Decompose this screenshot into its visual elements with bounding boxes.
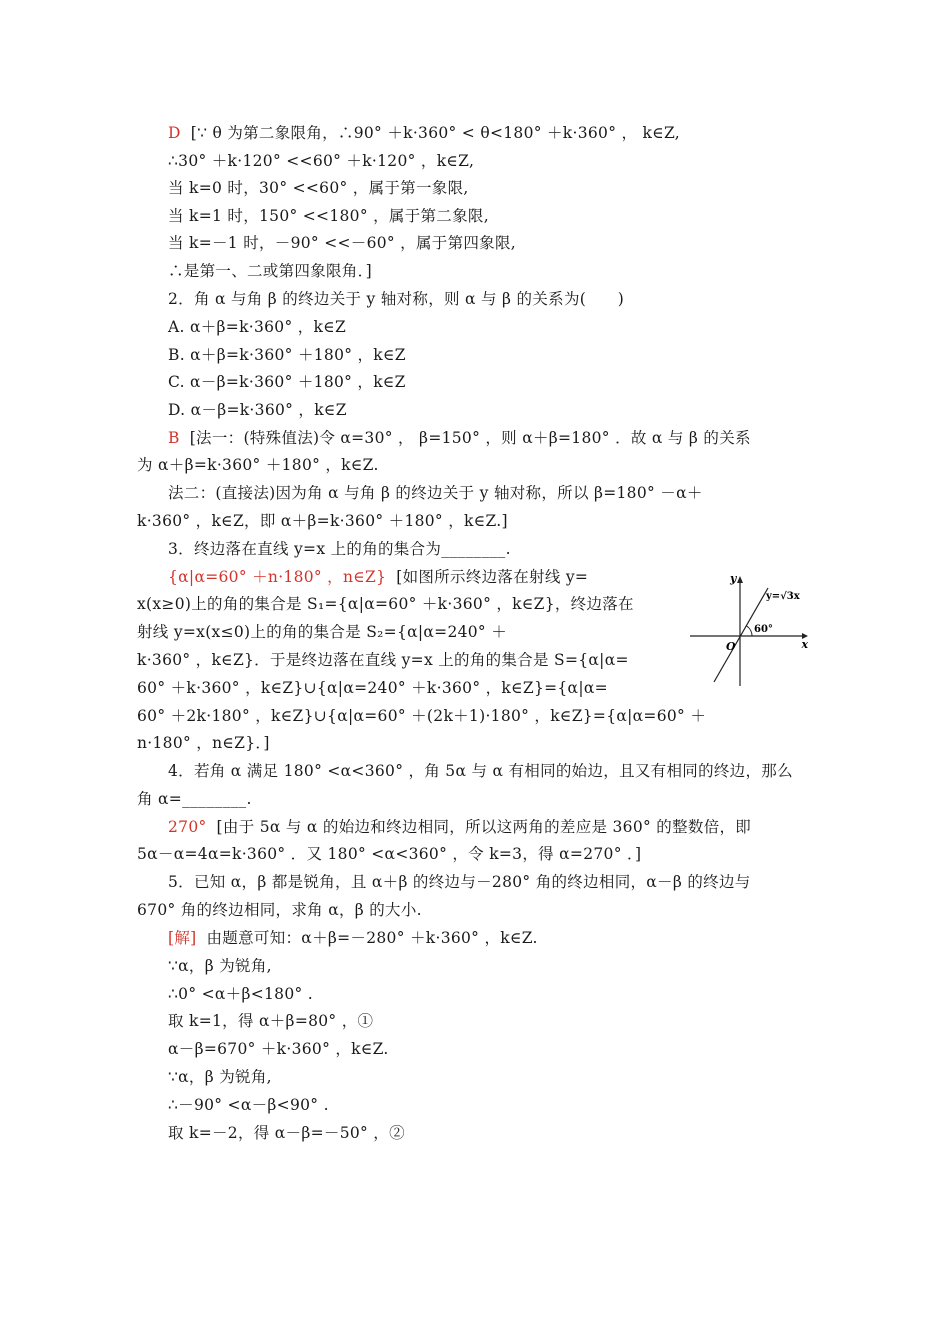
line-label: y=√3x xyxy=(766,591,800,602)
line-text: k·360° ，k∈Z}．于是终边落在直线 y=x 上的角的集合是 S={α|α= xyxy=(137,651,629,669)
line-text: 670° 角的终边相同，求角 α，β 的大小. xyxy=(137,901,422,919)
text-line xyxy=(168,205,489,227)
line-text: n·180° ，n∈Z}．] xyxy=(137,734,270,752)
line-y-sqrt3x xyxy=(714,588,768,682)
line-text: ∴－90° <α－β<90° . xyxy=(168,1096,329,1114)
text-line xyxy=(168,538,511,560)
text-line xyxy=(168,816,751,838)
line-text: 当 k=1 时，150° <<180° ，属于第二象限, xyxy=(168,207,489,225)
line-text: 4．若角 α 满足 180° <α<360° ，角 5α 与 α 有相同的始边，且又有相同的终边，那么 xyxy=(168,762,793,780)
text-line xyxy=(168,1038,389,1060)
text-line xyxy=(168,955,272,977)
y-axis-arrow xyxy=(737,576,743,583)
text-line xyxy=(168,177,469,199)
text-line xyxy=(168,427,751,449)
line-text: ∵α，β 为锐角, xyxy=(168,957,272,975)
line-text: ∴30° ＋k·120° <<60° ＋k·120° ，k∈Z, xyxy=(168,152,475,170)
answer-label: B xyxy=(168,429,180,447)
line-text: ∴0° <α＋β<180° . xyxy=(168,985,313,1003)
line-text: 法二：(直接法)因为角 α 与角 β 的终边关于 y 轴对称，所以 β=180° －α＋ xyxy=(168,484,703,502)
line-text: 射线 y=x(x≤0)上的角的集合是 S₂={α|α=240° ＋ xyxy=(137,623,508,641)
text-line xyxy=(137,593,634,615)
text-line xyxy=(137,510,508,532)
text-line xyxy=(168,760,793,782)
ray-diagram-svg xyxy=(686,570,810,688)
text-line xyxy=(137,649,629,671)
text-line xyxy=(168,288,624,310)
answer-label: D xyxy=(168,124,181,142)
answer-label: {α|α=60° ＋n·180° ，n∈Z} xyxy=(168,568,387,586)
line-text: [∵ θ 为第二象限角，∴90° ＋k·360° < θ<180° ＋k·360° ， k∈Z, xyxy=(190,124,681,142)
line-text: A. α＋β=k·360° ，k∈Z xyxy=(168,318,347,336)
text-line xyxy=(168,1094,329,1116)
text-line xyxy=(168,566,588,588)
answer-label: 270° xyxy=(168,818,207,836)
line-text: 当 k=－1 时，－90° <<－60° ，属于第四象限, xyxy=(168,234,516,252)
line-text: ∴是第一、二或第四象限角．] xyxy=(168,262,372,280)
text-line xyxy=(137,788,252,810)
text-line xyxy=(168,399,347,421)
x-axis-label: x xyxy=(801,638,808,651)
line-text: [如图所示终边落在射线 y= xyxy=(396,568,589,586)
text-line xyxy=(168,1122,405,1144)
text-line xyxy=(168,1010,373,1032)
text-line xyxy=(168,232,516,254)
line-text: 角 α=________. xyxy=(137,790,252,808)
line-text: 取 k=－2，得 α－β=－50° ，② xyxy=(168,1124,405,1142)
line-text: 当 k=0 时，30° <<60° ，属于第一象限, xyxy=(168,179,469,197)
origin-label: O xyxy=(726,640,736,653)
answer-label: [解] xyxy=(168,929,197,947)
text-line xyxy=(168,344,406,366)
text-line xyxy=(137,677,608,699)
text-line xyxy=(168,150,474,172)
text-line xyxy=(168,316,346,338)
text-line xyxy=(168,482,703,504)
line-text: 5．已知 α，β 都是锐角，且 α＋β 的终边与－280° 角的终边相同，α－β 的终边与 xyxy=(168,873,751,891)
line-text: D. α－β=k·360° ，k∈Z xyxy=(168,401,347,419)
line-text: x(x≥0)上的角的集合是 S₁={α|α=60° ＋k·360° ，k∈Z}，终边落在 xyxy=(137,595,634,613)
text-line xyxy=(137,899,422,921)
text-line xyxy=(168,260,372,282)
line-text: 2．角 α 与角 β 的终边关于 y 轴对称，则 α 与 β 的关系为( ) xyxy=(168,290,625,308)
line-text: α－β=670° ＋k·360° ，k∈Z. xyxy=(168,1040,389,1058)
line-text: 由题意可知：α＋β=－280° ＋k·360° ，k∈Z. xyxy=(206,929,538,947)
line-text: 为 α＋β=k·360° ＋180° ，k∈Z. xyxy=(137,456,379,474)
text-line xyxy=(137,454,379,476)
text-line xyxy=(168,371,406,393)
line-text: 取 k=1，得 α＋β=80° ，① xyxy=(168,1012,374,1030)
line-text: B. α＋β=k·360° ＋180° ，k∈Z xyxy=(168,346,406,364)
text-line xyxy=(168,871,751,893)
text-line xyxy=(168,927,538,949)
y-axis-label: y xyxy=(730,572,737,585)
text-line xyxy=(168,1066,272,1088)
ray-diagram xyxy=(686,570,810,688)
line-text: ∵α，β 为锐角, xyxy=(168,1068,272,1086)
line-text: 3．终边落在直线 y=x 上的角的集合为________. xyxy=(168,540,511,558)
line-text: 60° ＋k·360° ，k∈Z}∪{α|α=240° ＋k·360° ，k∈Z}={α|α= xyxy=(137,679,608,697)
text-line xyxy=(168,983,313,1005)
line-text: [由于 5α 与 α 的始边和终边相同，所以这两角的差应是 360° 的整数倍，即 xyxy=(216,818,752,836)
text-line xyxy=(137,732,270,754)
line-text: C. α－β=k·360° ＋180° ，k∈Z xyxy=(168,373,406,391)
angle-arc xyxy=(746,626,752,636)
text-line xyxy=(137,843,641,865)
line-text: 5α－α=4α=k·360° ．又 180° <α<360° ，令 k=3，得 α=270° ．] xyxy=(137,845,642,863)
line-text: k·360° ，k∈Z，即 α＋β=k·360° ＋180° ，k∈Z.] xyxy=(137,512,508,530)
text-line xyxy=(137,621,507,643)
text-line xyxy=(137,705,706,727)
angle-label: 60° xyxy=(754,624,773,635)
line-text: [法一：(特殊值法)令 α=30° ， β=150° ，则 α＋β=180° ．故 α 与 β 的关系 xyxy=(189,429,751,447)
text-line xyxy=(168,122,680,144)
line-text: 60° ＋2k·180° ，k∈Z}∪{α|α=60° ＋(2k＋1)·180° ，k∈Z}={α|α=60° ＋ xyxy=(137,707,707,725)
